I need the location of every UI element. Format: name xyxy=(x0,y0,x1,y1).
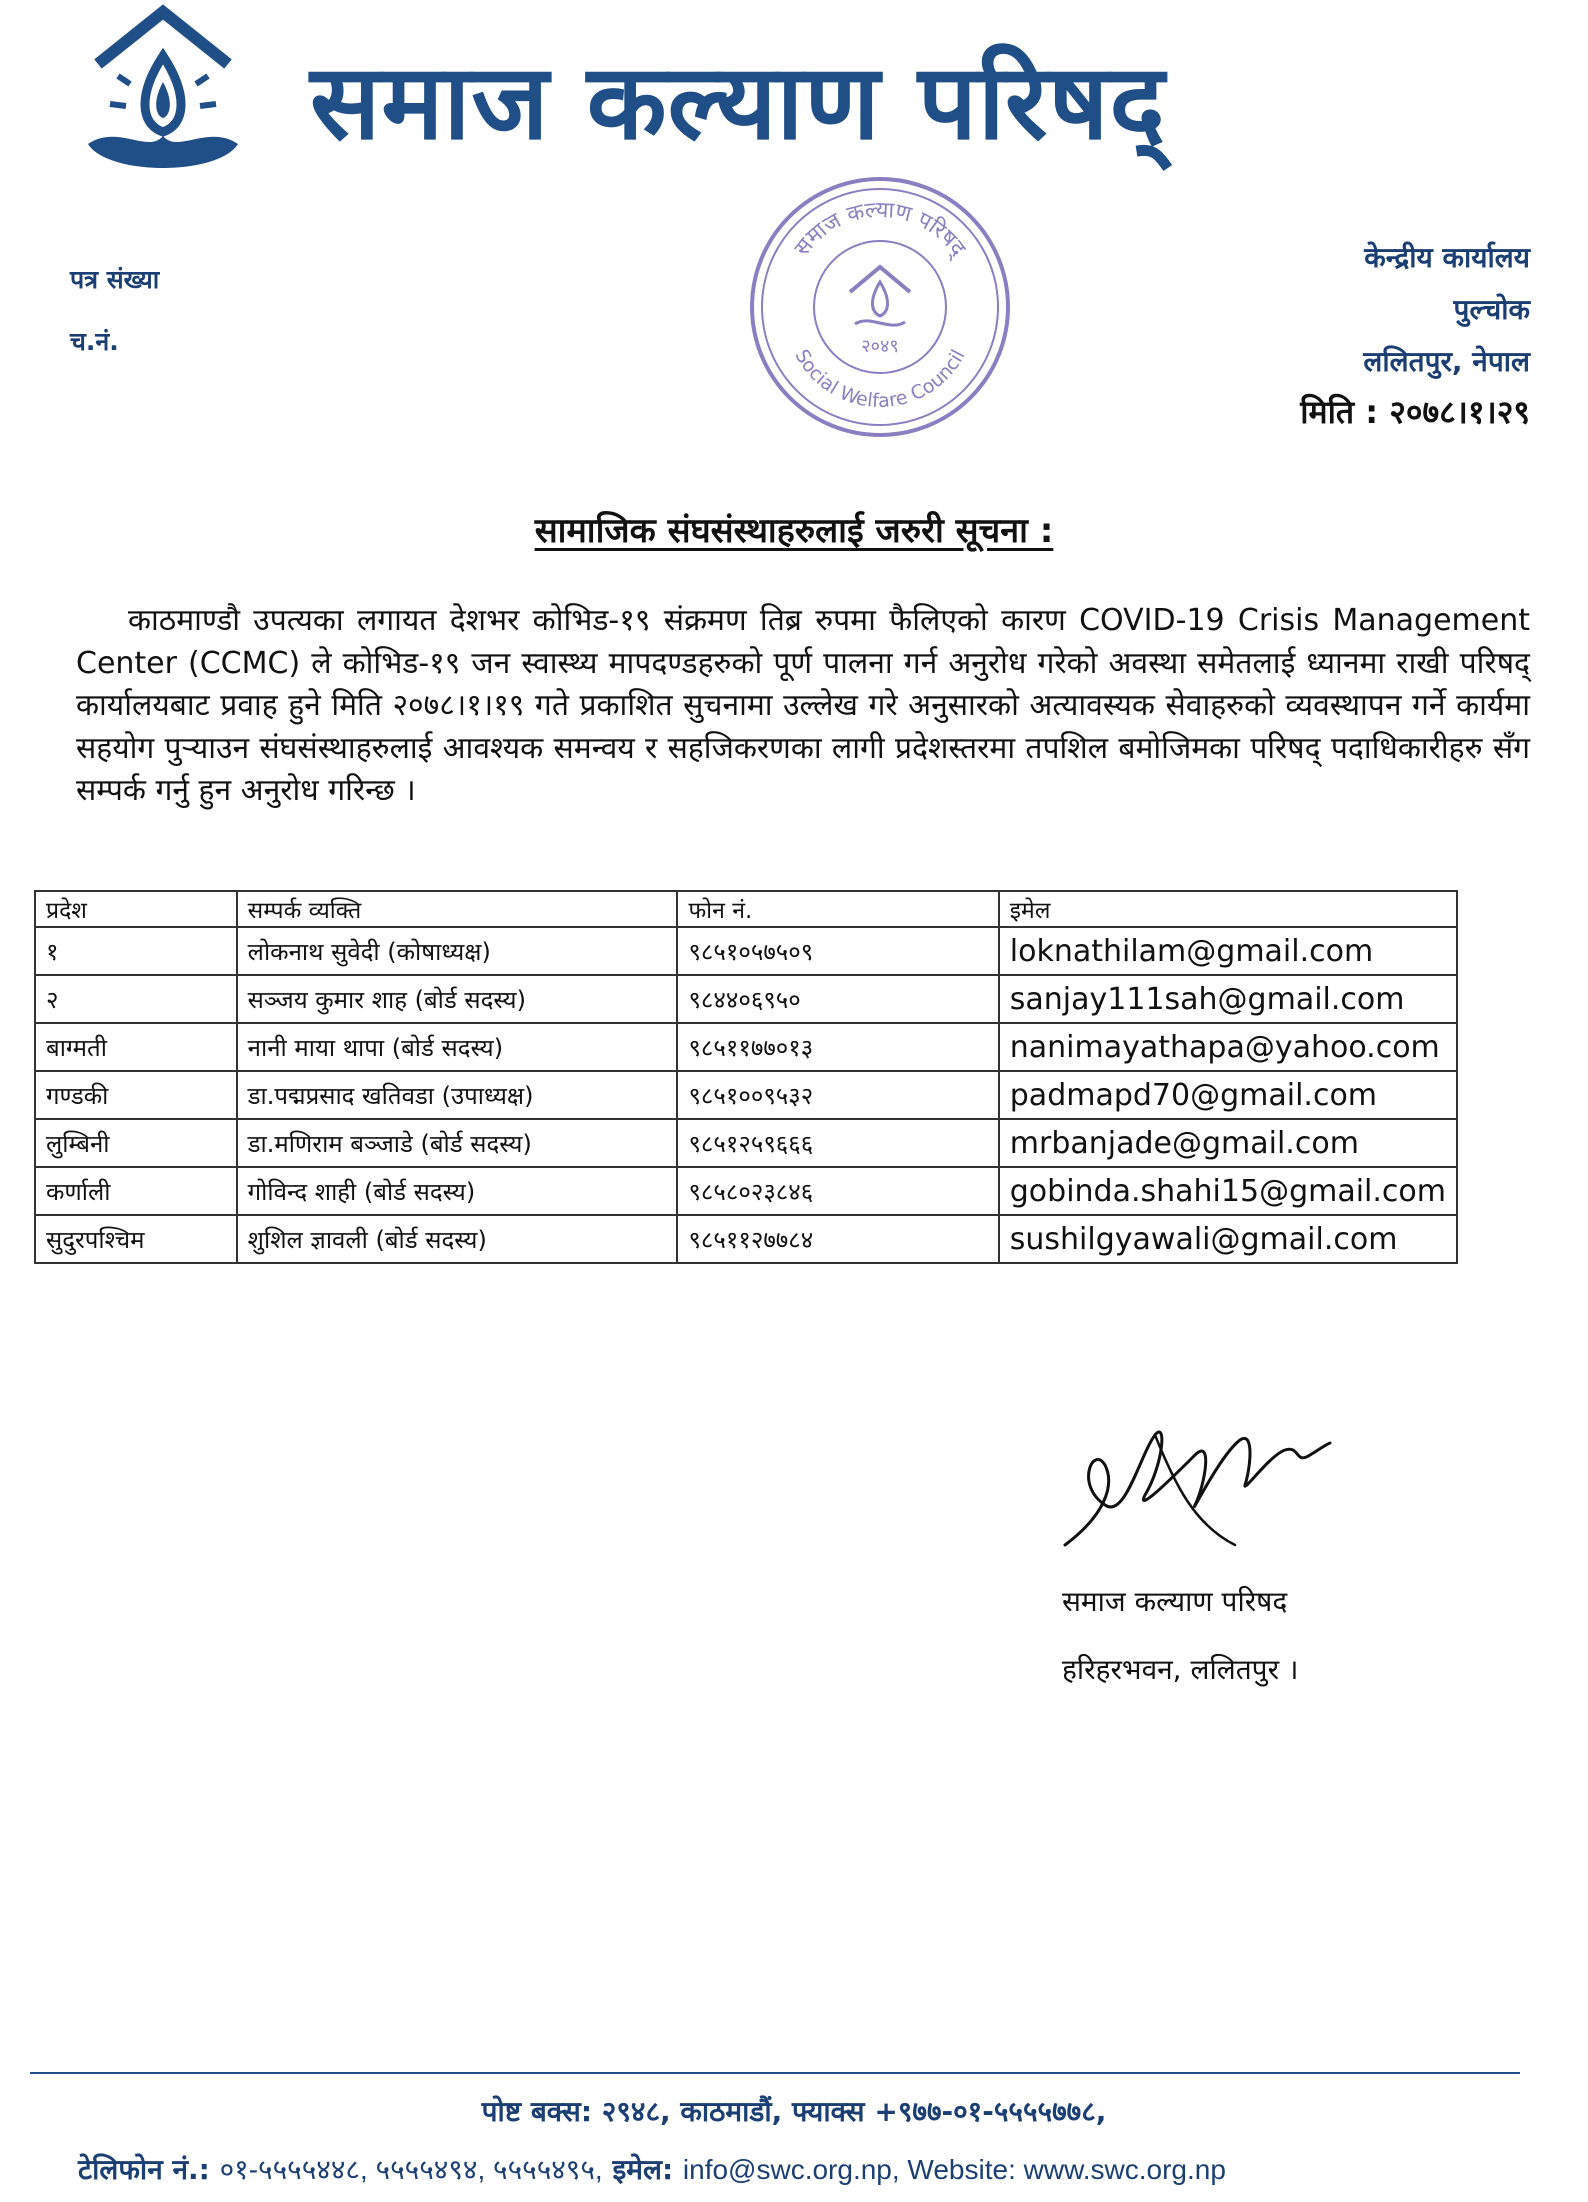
footer-email-label: इमेल: xyxy=(612,2153,674,2186)
phone-cell: ९८५१०५७५०९ xyxy=(677,927,998,975)
contact-table xyxy=(34,890,1458,1264)
notice-body: काठमाण्डौ उपत्यका लगायत देशभर कोभिड-१९ संक्रमण तिब्र रुपमा फैलिएको कारण COVID-19 Crisis Management Center (CCMC) ले कोभिड-१९ जन स्वास्थ्य मापदण्डहरुको पूर्ण पालना गर्न अनुरोध गरेको अवस्था समेतलाई ध्यानमा राखी परिषद् कार्यालयबाट प्रवाह हुने मिति २०७८।१।१९ गते प्रकाशित सुचनामा उल्लेख गरे अनुसारको अत्यावस्यक सेवाहरुको व्यवस्थापन गर्ने कार्यमा सहयोग पुऱ्याउन संघसंस्थाहरुलाई आवश्यक समन्वय र सहजिकरणका लागी प्रदेशस्तरमा तपशिल बमोजिमका परिषद् पदाधिकारीहरु सँग सम्पर्क गर्नु हुन अनुरोध गरिन्छ । xyxy=(76,603,1530,808)
footer-phones: ०१-५५५५४४८, ५५५५४९४, ५५५५४९५, xyxy=(219,2154,603,2185)
date-label: मिति : xyxy=(1300,393,1379,431)
office-address xyxy=(1363,232,1530,388)
council-logo xyxy=(78,4,248,184)
contact-person-cell: लोकनाथ सुवेदी (कोषाध्यक्ष) xyxy=(237,927,678,975)
letter-date xyxy=(1300,390,1530,433)
signatory-org: समाज कल्याण परिषद xyxy=(1062,1585,1288,1618)
table-row xyxy=(35,975,1457,1023)
email-cell: nanimayathapa@yahoo.com xyxy=(999,1023,1457,1071)
signatory-address: हरिहरभवन, ललितपुर । xyxy=(1062,1653,1299,1686)
phone-cell: ९८५१२५९६६६ xyxy=(677,1119,998,1167)
header-phone: फोन नं. xyxy=(677,891,998,927)
table-row xyxy=(35,927,1457,975)
contact-person-cell: नानी माया थापा (बोर्ड सदस्य) xyxy=(237,1023,678,1071)
seal-year: २०४९ xyxy=(861,336,899,357)
phone-cell: ९८५११२७७८४ xyxy=(677,1215,998,1263)
table-row xyxy=(35,1215,1457,1263)
table-row xyxy=(35,1023,1457,1071)
province-cell: १ xyxy=(35,927,237,975)
contact-person-cell: गोविन्द शाही (बोर्ड सदस्य) xyxy=(237,1167,678,1215)
contact-person-cell: डा.मणिराम बञ्जाडे (बोर्ड सदस्य) xyxy=(237,1119,678,1167)
phone-cell: ९८५११७७०१३ xyxy=(677,1023,998,1071)
header-contact-person: सम्पर्क व्यक्ति xyxy=(237,891,678,927)
province-cell: २ xyxy=(35,975,237,1023)
email-cell: gobinda.shahi15@gmail.com xyxy=(999,1167,1457,1215)
footer-email-website: info@swc.org.np, Website: www.swc.org.np xyxy=(682,2154,1226,2185)
province-cell: सुदुरपश्चिम xyxy=(35,1215,237,1263)
seal-bottom-text: Social Welfare Council xyxy=(790,345,970,413)
signature xyxy=(1045,1395,1335,1555)
footer-contact xyxy=(78,2150,1226,2188)
footer-phone-label: टेलिफोन नं.: xyxy=(78,2153,210,2186)
office-line-1: केन्द्रीय कार्यालय xyxy=(1364,241,1530,274)
email-cell: padmapd70@gmail.com xyxy=(999,1071,1457,1119)
footer-postal: पोष्ट बक्स: २९४८, काठमाडौं, फ्याक्स +९७७-०१-५५५५७७८, xyxy=(481,2095,1107,2128)
phone-cell: ९८५८०२३८४६ xyxy=(677,1167,998,1215)
office-line-3: ललितपुर, नेपाल xyxy=(1363,345,1530,378)
notice-heading: सामाजिक संघसंस्थाहरुलाई जरुरी सूचना : xyxy=(534,511,1054,551)
dispatch-number-label: च.नं. xyxy=(70,327,119,356)
date-value: २०७८।१।२९ xyxy=(1389,393,1530,431)
email-cell: mrbanjade@gmail.com xyxy=(999,1119,1457,1167)
table-header-row xyxy=(35,891,1457,927)
office-line-2: पुल्चोक xyxy=(1453,293,1530,326)
official-seal xyxy=(745,172,1015,442)
contact-person-cell: सञ्जय कुमार शाह (बोर्ड सदस्य) xyxy=(237,975,678,1023)
province-cell: लुम्बिनी xyxy=(35,1119,237,1167)
email-cell: sushilgyawali@gmail.com xyxy=(999,1215,1457,1263)
email-cell: loknathilam@gmail.com xyxy=(999,927,1457,975)
header-province: प्रदेश xyxy=(35,891,237,927)
contact-person-cell: डा.पद्मप्रसाद खतिवडा (उपाध्यक्ष) xyxy=(237,1071,678,1119)
province-cell: कर्णाली xyxy=(35,1167,237,1215)
contact-person-cell: शुशिल ज्ञावली (बोर्ड सदस्य) xyxy=(237,1215,678,1263)
reference-block xyxy=(70,262,159,386)
table-row xyxy=(35,1071,1457,1119)
header-email: इमेल xyxy=(999,891,1457,927)
table-row xyxy=(35,1167,1457,1215)
signatory-block xyxy=(1062,1568,1299,1704)
province-cell: बाग्मती xyxy=(35,1023,237,1071)
table-row xyxy=(35,1119,1457,1167)
footer-divider xyxy=(30,2072,1520,2074)
org-title: समाज कल्याण परिषद् xyxy=(310,41,1166,163)
phone-cell: ९८४४०६९५० xyxy=(677,975,998,1023)
province-cell: गण्डकी xyxy=(35,1071,237,1119)
phone-cell: ९८५१००९५३२ xyxy=(677,1071,998,1119)
letter-number-label: पत्र संख्या xyxy=(70,265,160,294)
email-cell: sanjay111sah@gmail.com xyxy=(999,975,1457,1023)
seal-top-text: समाज कल्याण परिषद् xyxy=(789,197,971,261)
